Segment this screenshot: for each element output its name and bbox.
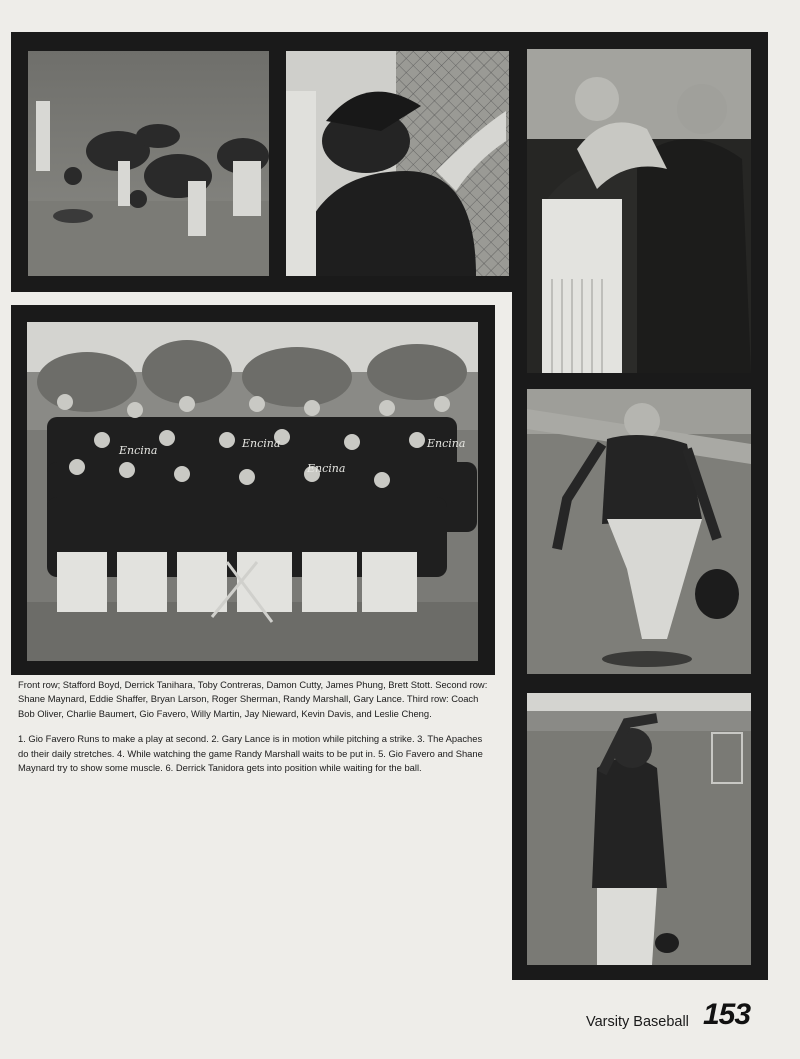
jersey-text: Encina (307, 462, 346, 475)
stretching-photo-image (28, 51, 269, 276)
jersey-text: Encina (119, 444, 158, 457)
photo-notes-caption: 1. Gio Favero Runs to make a play at second. 2. Gary Lance is in motion while pitching a strike. 3. The Apaches do their daily stretches. 4. While watching the game Randy Marshall waits to be put in. 5. Gio Favero and Shane Maynard try to show some muscle. 6. Derrick Tanidora gets into position while waiting for the ball. (18, 733, 483, 774)
jersey-text: Encina (427, 437, 466, 450)
section-title: Varsity Baseball (586, 1014, 689, 1030)
page-number: 153 (703, 998, 751, 1031)
team-photo-image (27, 322, 478, 661)
muscle-photo (527, 49, 751, 373)
photo-caption (18, 678, 492, 786)
stretching-photo (28, 51, 269, 276)
pitcher-photo (527, 389, 751, 674)
fence-photo (286, 51, 509, 276)
muscle-photo-image (527, 49, 751, 373)
waiting-photo (527, 693, 751, 965)
fence-photo-image (286, 51, 509, 276)
pitcher-photo-image (527, 389, 751, 674)
jersey-text: Encina (242, 437, 281, 450)
team-roster-caption: Front row; Stafford Boyd, Derrick Tanihara, Toby Contreras, Damon Cutty, James Phung, Brett Stott. Second row: Shane Maynard, Eddie Shaffer, Bryan Larson, Roger Sherman, Randy Marshall, Gary Lance. Third row: Coach Bob Oliver, Charlie Baumert, Gio Favero, Willy Martin, Jay Nieward, Kevin Davis, and Leslie Cheng. (18, 679, 488, 719)
team-photo (27, 322, 478, 661)
waiting-photo-image (527, 693, 751, 965)
